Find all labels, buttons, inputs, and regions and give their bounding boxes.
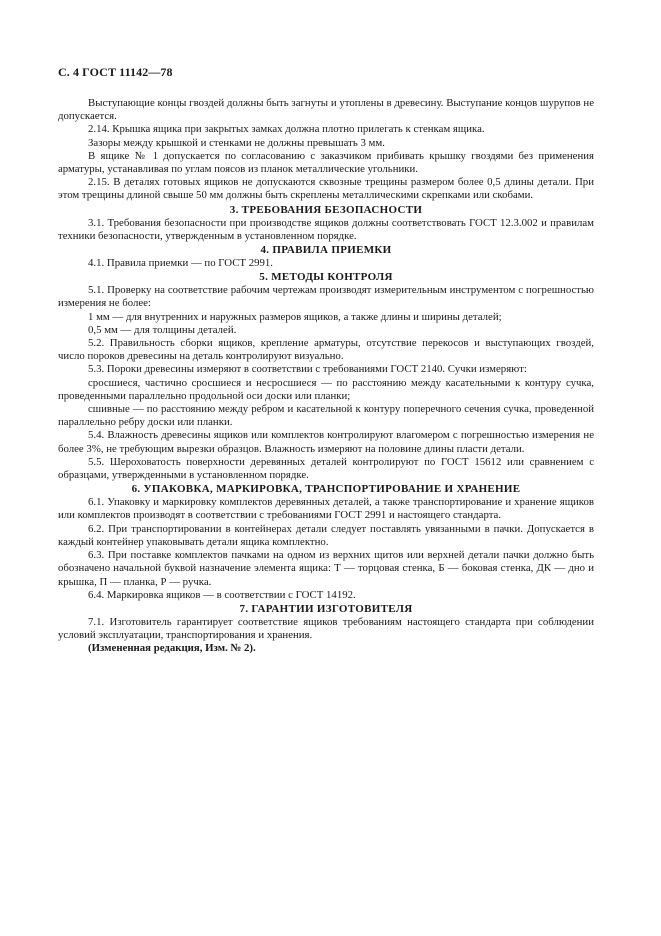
- section-title-warranty: 7. ГАРАНТИИ ИЗГОТОВИТЕЛЯ: [239, 602, 413, 615]
- amendment-note: (Измененная редакция, Изм. № 2).: [88, 642, 256, 655]
- paragraph: 1 мм — для внутренних и наружных размеров ящиков, а также длины и ширины деталей;: [88, 310, 502, 323]
- section-title-safety: 3. ТРЕБОВАНИЯ БЕЗОПАСНОСТИ: [229, 203, 423, 216]
- paragraph: 6.2. При транспортировании в контейнерах детали следует поставлять увязанными в пачки. Допускается в каждый контейнер упаковывать детали ящика комплектно.: [58, 522, 594, 548]
- paragraph: В ящике № 1 допускается по согласованию с заказчиком прибивать крышку гвоздями без применения арматуры, устанавливая по углам поясов из планок металлические угольники.: [58, 149, 594, 176]
- paragraph: 0,5 мм — для толщины деталей.: [88, 323, 237, 336]
- paragraph: 4.1. Правила приемки — по ГОСТ 2991.: [88, 257, 274, 270]
- paragraph: 5.1. Проверку на соответствие рабочим чертежам производят измерительным инструментом с погрешностью измерения не более:: [58, 284, 594, 310]
- paragraph: 3.1. Требования безопасности при производстве ящиков должны соответствовать ГОСТ 12.3.002 и правилам техники безопасности, утвержденным в установленном порядке.: [58, 216, 594, 242]
- paragraph: сшивные — по расстоянию между ребром и касательной к контуру поперечного сечения сучка, проведенной параллельно ребру доски или планки.: [58, 403, 594, 429]
- paragraph: 5.2. Правильность сборки ящиков, крепление арматуры, отсутствие перекосов и выступающих гвоздей, число пороков древесины на деталь контролируют визуально.: [58, 337, 594, 363]
- document-body: [58, 97, 594, 656]
- paragraph: 5.3. Пороки древесины измеряют в соответствии с требованиями ГОСТ 2140. Сучки измеряют:: [88, 363, 527, 376]
- paragraph: Зазоры между крышкой и стенками не должны превышать 3 мм.: [88, 136, 385, 149]
- paragraph: 6.4. Маркировка ящиков — в соответствии с ГОСТ 14192.: [88, 588, 356, 601]
- paragraph: сросшиеся, частично сросшиеся и несросшиеся — по расстоянию между касательными к контуру сучка, проведенными параллельно продольной оси доски или планки;: [58, 376, 594, 402]
- paragraph: 7.1. Изготовитель гарантирует соответствие ящиков требованиям настоящего стандарта при соблюдении условий эксплуатации, транспортирования и хранения.: [58, 615, 594, 642]
- paragraph: 5.5. Шероховатость поверхности деревянных деталей контролируют по ГОСТ 15612 или сравнением с образцами, утвержденными в установленном порядке.: [58, 455, 594, 482]
- section-title-control-methods: 5. МЕТОДЫ КОНТРОЛЯ: [259, 271, 393, 284]
- section-title-packaging: 6. УПАКОВКА, МАРКИРОВКА, ТРАНСПОРТИРОВАНИЕ И ХРАНЕНИЕ: [131, 483, 521, 496]
- section-title-acceptance: 4. ПРАВИЛА ПРИЕМКИ: [260, 244, 392, 257]
- paragraph: 2.15. В деталях готовых ящиков не допускаются сквозные трещины размером более 0,5 длины детали. При этом трещины длиной свыше 50 мм должны быть скреплены металлическими скрепками или скобами.: [58, 176, 594, 202]
- paragraph: 5.4. Влажность древесины ящиков или комплектов контролируют влагомером с погрешностью измерения не более 3%, не требующим вырезки образцов. Влажность измеряют на половине длины пласти детали.: [58, 429, 594, 455]
- paragraph: 6.1. Упаковку и маркировку комплектов деревянных деталей, а также транспортирование и хранение ящиков или комплектов производят в соответствии с требованиями ГОСТ 2991 и настоящего стандарта.: [58, 496, 594, 522]
- page-header: С. 4 ГОСТ 11142—78: [58, 65, 173, 79]
- paragraph: 6.3. При поставке комплектов пачками на одном из верхних щитов или верхней детали пачки должно быть обозначено начальной буквой назначение элемента ящика: Т — торцовая стенка, Б — боковая стенка, ДК — дно и крышка, П — планка, Р — ручка.: [58, 549, 594, 588]
- paragraph: 2.14. Крышка ящика при закрытых замках должна плотно прилегать к стенкам ящика.: [88, 123, 485, 136]
- paragraph: Выступающие концы гвоздей должны быть загнуты и утоплены в древесину. Выступание концов шурупов не допускается.: [58, 97, 594, 123]
